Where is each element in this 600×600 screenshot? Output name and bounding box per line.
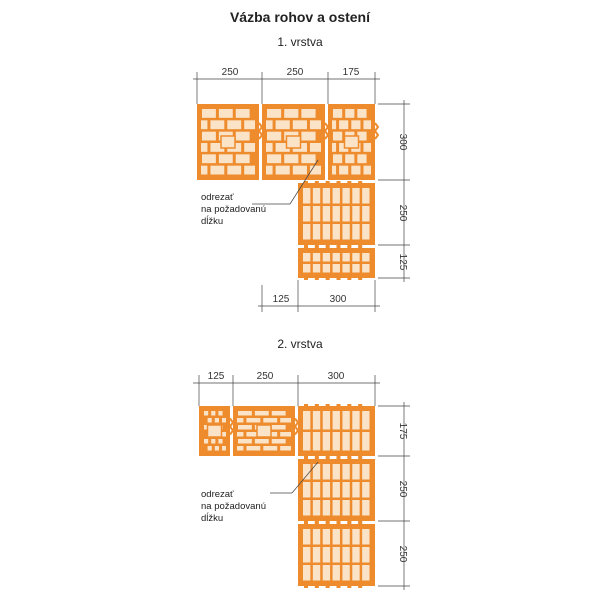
layer-2-dim-top-3: 300 — [327, 371, 345, 382]
layer-2-block-1 — [199, 406, 233, 456]
layer-1-block-3 — [328, 104, 378, 180]
layer-1-block-5 — [298, 246, 375, 280]
layer-1-block-1 — [197, 104, 262, 180]
layer-2-dim-top-1: 125 — [207, 371, 225, 382]
layer-2-note-line-3: dĺžku — [201, 513, 224, 524]
layer-1-dim-top-3: 175 — [342, 67, 360, 78]
layer-1-note-line-1: odrezať — [201, 192, 234, 203]
layer-2-label: 2. vrstva — [277, 337, 323, 351]
layer-2-block-5 — [298, 522, 375, 588]
layer-1-dim-bottom-1: 125 — [272, 294, 290, 305]
layer-2-block-3 — [298, 404, 375, 458]
layer-1-dim-right-3: 125 — [397, 253, 408, 271]
layer-1-dim-right-1: 300 — [397, 133, 408, 151]
layer-1-block-4 — [298, 181, 375, 247]
layer-1-label: 1. vrstva — [277, 35, 323, 49]
layer-2-dim-right-1: 175 — [397, 422, 408, 440]
layer-2-dim-top-2: 250 — [256, 371, 274, 382]
layer-1-block-2 — [262, 104, 328, 180]
diagram-title: Vázba rohov a ostení — [229, 9, 371, 25]
layer-1-note-line-2: na požadovanú — [201, 204, 266, 215]
layer-2-block-2 — [233, 406, 298, 456]
layer-1-dim-right-2: 250 — [397, 204, 408, 222]
layer-1-note-line-3: dĺžku — [201, 216, 224, 227]
layer-2-block-4 — [298, 457, 375, 523]
layer-1-dim-top-2: 250 — [286, 67, 304, 78]
layer-1-dim-bottom-2: 300 — [329, 294, 347, 305]
layer-1-dim-top-1: 250 — [221, 67, 239, 78]
layer-2-dim-right-2: 250 — [397, 480, 408, 498]
layer-2-note-line-1: odrezať — [201, 489, 234, 500]
layer-2-note-line-2: na požadovanú — [201, 501, 266, 512]
layer-2-dim-right-3: 250 — [397, 545, 408, 563]
